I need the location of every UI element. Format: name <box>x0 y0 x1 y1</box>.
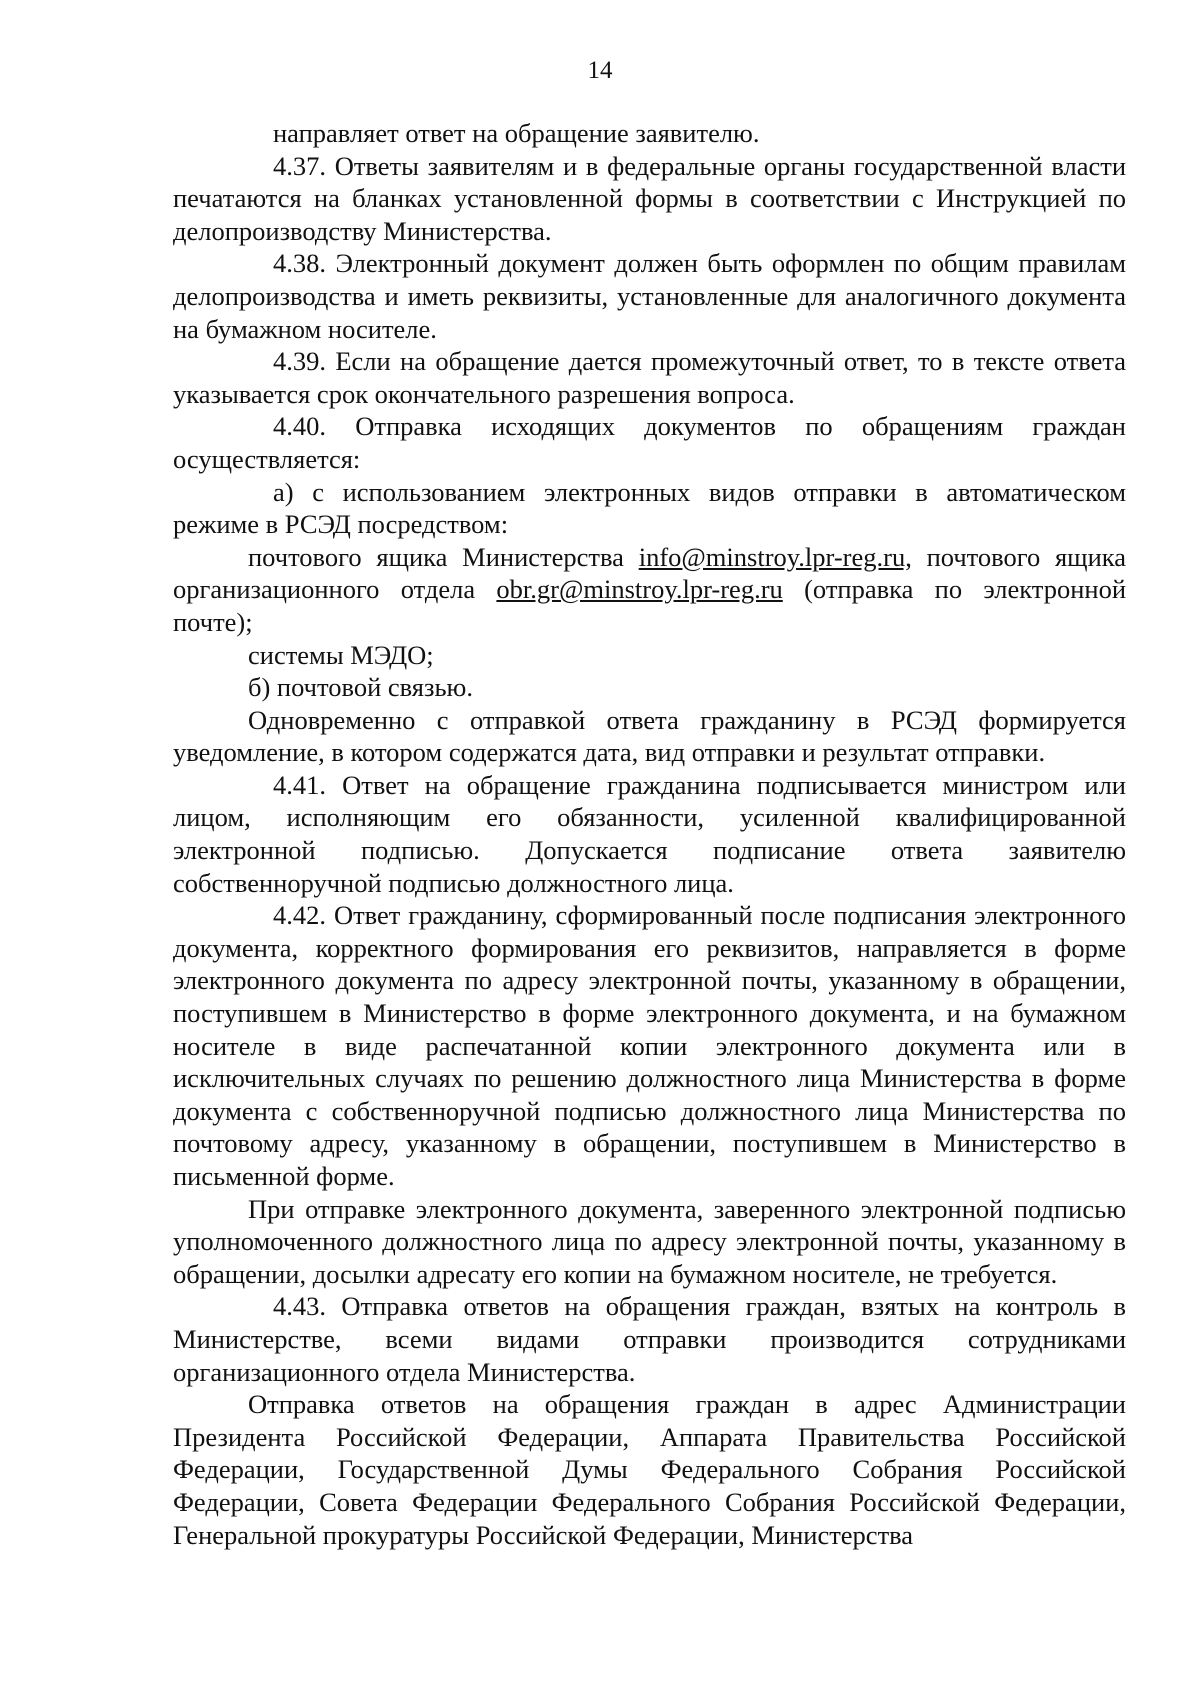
paragraph-4-37: 4.37. Ответы заявителям и в федеральные органы государственной власти печатаются на бланках установленной формы в соответствии с Инструкцией по делопроизводству Министерства. <box>173 150 1126 246</box>
paragraph-4-43: 4.43. Отправка ответов на обращения граждан, взятых на контроль в Министерстве, всеми видами отправки производится сотрудниками организационного отдела Министерства. <box>173 1291 1126 1387</box>
paragraph-federal-bodies-dispatch: Отправка ответов на обращения граждан в адрес Администрации Президента Российской Федерации, Аппарата Правительства Российской Федерации, Государственной Думы Федерального Собрания Российской Федерации, Совета Федерации Федерального Собрания Российской Федерации, Генеральной прокуратуры Российской Федерации, Министерства <box>173 1389 1126 1550</box>
paragraph-4-38: 4.38. Электронный документ должен быть оформлен по общим правилам делопроизводства и иметь реквизиты, установленные для аналогичного документа на бумажном носителе. <box>173 248 1126 344</box>
paragraph-electronic-signature-dispatch: При отправке электронного документа, заверенного электронной подписью уполномоченного должностного лица по адресу электронной почты, указанному в обращении, досылки адресату его копии на бумажном носителе, не требуется. <box>173 1193 1126 1289</box>
paragraph-4-42: 4.42. Ответ гражданину, сформированный после подписания электронного документа, корректного формирования его реквизитов, направляется в форме электронного документа по адресу электронной почты, указанному в обращении, поступившем в Министерство в форме электронного документа, и на бумажном носителе в виде распечатанной копии электронного документа или в исключительных случаях по решению должностного лица Министерства в форме документа с собственноручной подписью должностного лица Министерства по почтовому адресу, указанному в обращении, поступившем в Министерство в письменной форме. <box>173 900 1126 1191</box>
paragraph-mailboxes <box>173 541 1126 639</box>
mailbox-text-1: почтового ящика Министерства <box>248 541 639 572</box>
paragraph-4-41: 4.41. Ответ на обращение гражданина подписывается министром или лицом, исполняющим его обязанности, усиленной квалифицированной электронной подписью. Допускается подписание ответа заявителю собственноручной подписью должностного лица. <box>173 769 1126 898</box>
paragraph-4-39: 4.39. Если на обращение дается промежуточный ответ, то в тексте ответа указывается срок окончательного разрешения вопроса. <box>173 346 1126 409</box>
org-department-email-link[interactable]: obr.gr@minstroy.lpr-reg.ru <box>496 574 783 605</box>
page-number: 14 <box>587 57 613 84</box>
paragraph-postal-service: б) почтовой связью. <box>248 672 473 703</box>
paragraph-medo-system: системы МЭДО; <box>248 639 434 670</box>
paragraph-answer-sent: направляет ответ на обращение заявителю. <box>273 118 760 148</box>
paragraph-notification: Одновременно с отправкой ответа гражданину в РСЭД формируется уведомление, в котором содержатся дата, вид отправки и результат отправки. <box>173 704 1126 768</box>
mailbox-text-3: (отправка по электронной почте); <box>173 574 1126 637</box>
paragraph-4-40: 4.40. Отправка исходящих документов по обращениям граждан осуществляется: <box>173 411 1126 474</box>
paragraph-electronic-dispatch: а) с использованием электронных видов отправки в автоматическом режиме в РСЭД посредством: <box>173 476 1126 540</box>
mailbox-text-2: почтового ящика организационного отдела <box>173 541 1127 605</box>
document-body <box>173 117 1126 1551</box>
ministry-email-link[interactable]: info@minstroy.lpr-reg.ru, <box>638 541 912 572</box>
